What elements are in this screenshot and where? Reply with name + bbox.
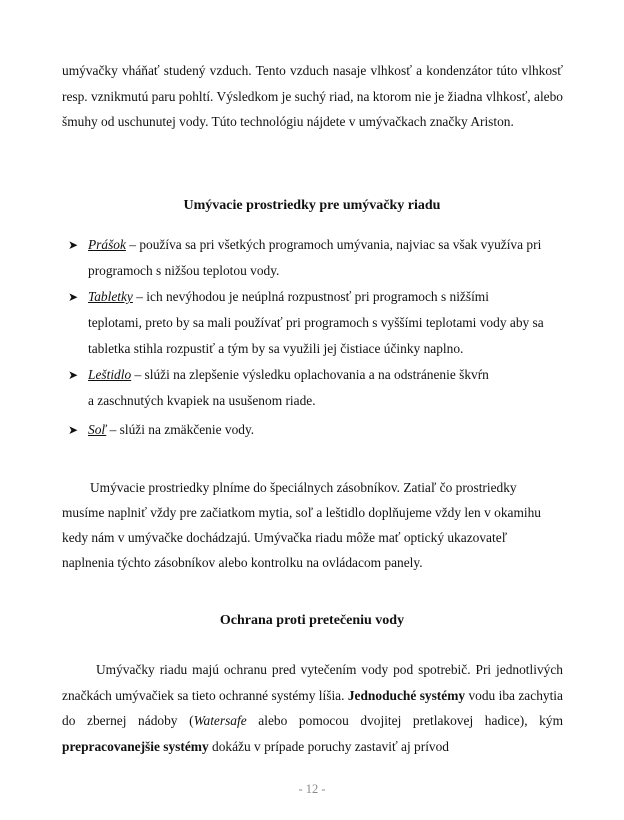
paragraph-line: Umývacie prostriedky plníme do špeciálnych zásobníkov. Zatiaľ čo prostriedky	[90, 480, 517, 495]
bullet-item-rinse-aid	[68, 362, 563, 414]
bullet-item-powder	[68, 232, 563, 284]
bullet-text	[68, 417, 563, 443]
bullet-line: – slúži na zmäkčenie vody.	[106, 422, 255, 437]
bullet-item-salt	[68, 417, 563, 443]
text-run: alebo pomocou dvojitej pretlakovej hadice), kým	[246, 713, 563, 728]
bullet-line: teplotami, preto by sa mali používať pri programoch s vyššími teplotami vody aby sa	[88, 315, 544, 330]
bullet-line: tabletka stihla rozpustiť a tým by sa využili jej čistiace účinky naplno.	[88, 341, 464, 356]
bullet-text	[68, 362, 563, 414]
bullet-term: Tabletky	[88, 289, 133, 304]
intro-paragraph: umývačky vháňať studený vzduch. Tento vzduch nasaje vlhkosť a kondenzátor túto vlhkosť resp. vznikmutú paru pohltí. Výsledkom je suchý riad, na ktorom nie je žiadna vlhkosť, alebo šmuhy od uschunutej vody. Túto technológiu nájdete v umývačkach značky Ariston.	[62, 63, 563, 129]
bullet-line: programoch s nižšou teplotou vody.	[88, 263, 280, 278]
section-heading-detergents: Umývacie prostriedky pre umývačky riadu	[183, 198, 441, 213]
bullet-line: – ich nevýhodou je neúplná rozpustnosť pri programoch s nižšími	[132, 289, 489, 304]
bold-term: Jednoduché systémy	[347, 687, 466, 703]
bullet-text	[68, 232, 563, 284]
bullet-line: a zaschnutých kvapiek na usušenom riade.	[88, 393, 316, 408]
overflow-paragraph	[62, 657, 563, 759]
bullet-text	[68, 284, 563, 362]
text-run: vodu iba zachytia do zbernej nádoby (	[62, 687, 563, 728]
paragraph-line: kedy nám v umývačke dochádzajú. Umývačka riadu môže mať optický ukazovateľ	[62, 530, 508, 545]
text-run: dokážu v prípade poruchy zastaviť aj prívod	[208, 738, 450, 754]
paragraph-line: naplnenia týchto zásobníkov alebo kontrolku na ovládacom panely.	[62, 555, 423, 570]
arrowhead-bullet-icon: ➤	[68, 290, 79, 304]
bullet-line: – slúži na zlepšenie výsledku oplachovania a na odstránenie škvŕn	[131, 367, 489, 382]
section-heading-overflow: Ochrana proti pretečeniu vody	[219, 613, 405, 628]
bullet-item-tablets	[68, 284, 563, 362]
italic-term: Watersafe	[193, 713, 247, 728]
bullet-term: Soľ	[88, 422, 107, 437]
arrowhead-bullet-icon: ➤	[68, 238, 79, 252]
bullet-term: Leštidlo	[88, 367, 132, 382]
bullet-term: Prášok	[88, 237, 126, 252]
arrowhead-bullet-icon: ➤	[68, 368, 79, 382]
detergents-paragraph	[62, 475, 563, 575]
bullet-line: – používa sa pri všetkých programoch umývania, najviac sa však využíva pri	[125, 237, 542, 252]
bold-term: prepracovanejšie systémy	[62, 738, 209, 754]
text-run: Umývačky riadu majú ochranu pred vytečením vody pod spotrebič. Pri jednotlivých značkách umývačiek sa tieto ochranné systémy líšia.	[62, 662, 563, 703]
page-number: - 12 -	[298, 782, 326, 796]
arrowhead-bullet-icon: ➤	[68, 423, 79, 437]
paragraph-line: musíme naplniť vždy pre začiatkom mytia, soľ a leštidlo doplňujeme vždy len v okamihu	[62, 505, 541, 520]
